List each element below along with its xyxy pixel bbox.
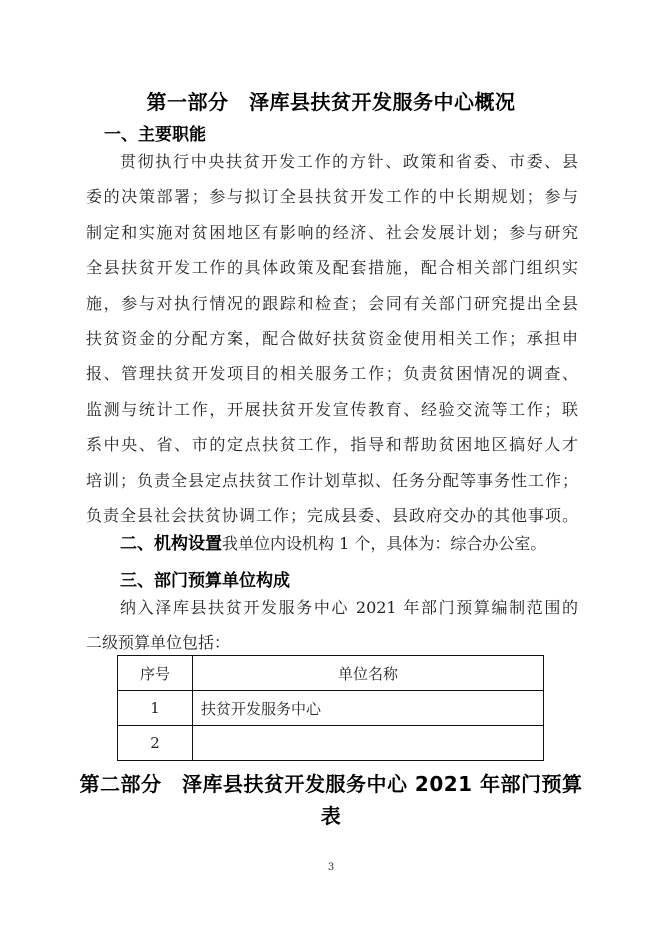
part1-title: 第一部分 泽库县扶贫开发服务中心概况 bbox=[146, 90, 516, 114]
column-header-unit-name: 单位名称 bbox=[193, 656, 544, 691]
body-line: 二级预算单位包括： bbox=[86, 633, 231, 653]
section3-body bbox=[86, 590, 578, 661]
body-line: 负责全县社会扶贫协调工作；完成县委、县政府交办的其他事项。 bbox=[86, 506, 578, 526]
table-row bbox=[118, 691, 544, 726]
body-line: 监测与统计工作，开展扶贫开发宣传教育、经验交流等工作；联 bbox=[86, 399, 578, 419]
body-line: 委的决策部署；参与拟订全县扶贫开发工作的中长期规划；参与 bbox=[86, 187, 578, 207]
part2-title-line1: 第二部分 泽库县扶贫开发服务中心 2021 年部门预算 bbox=[79, 772, 583, 796]
body-line: 培训；负责全县定点扶贫工作计划草拟、任务分配等事务性工作； bbox=[86, 470, 578, 490]
table-header-row bbox=[118, 656, 544, 691]
page-number: 3 bbox=[327, 862, 335, 873]
body-line: 全县扶贫开发工作的具体政策及配套措施，配合相关部门组织实 bbox=[86, 258, 578, 278]
table-row bbox=[118, 726, 544, 761]
body-line: 系中央、省、市的定点扶贫工作，指导和帮助贫困地区搞好人才 bbox=[86, 435, 578, 455]
body-line: 制定和实施对贫困地区有影响的经济、社会发展计划；参与研究 bbox=[86, 222, 578, 242]
section2-text: 我单位内设机构 1 个，具体为：综合办公室。 bbox=[222, 534, 547, 553]
body-line: 施，参与对执行情况的跟踪和检查；会同有关部门研究提出全县 bbox=[86, 293, 578, 313]
section2-paragraph bbox=[86, 526, 578, 562]
column-header-index: 序号 bbox=[118, 656, 193, 691]
section2-heading: 二、机构设置 bbox=[120, 534, 222, 554]
part2-title-line2: 表 bbox=[320, 804, 342, 828]
cell-index: 2 bbox=[118, 726, 193, 761]
cell-index: 1 bbox=[118, 691, 193, 726]
section3-heading: 三、部门预算单位构成 bbox=[120, 571, 290, 591]
section1-heading: 一、主要职能 bbox=[104, 125, 206, 145]
budget-units-table bbox=[117, 655, 544, 761]
body-line: 贯彻执行中央扶贫开发工作的方针、政策和省委、市委、县 bbox=[120, 152, 578, 171]
cell-unit-name bbox=[193, 726, 544, 761]
cell-unit-name: 扶贫开发服务中心 bbox=[193, 691, 544, 726]
body-line: 报、管理扶贫开发项目的相关服务工作；负责贫困情况的调查、 bbox=[86, 364, 578, 384]
body-line: 纳入泽库县扶贫开发服务中心 2021 年部门预算编制范围的 bbox=[120, 598, 578, 617]
section1-body bbox=[86, 144, 578, 533]
body-line: 扶贫资金的分配方案，配合做好扶贫资金使用相关工作；承担申 bbox=[86, 329, 578, 349]
